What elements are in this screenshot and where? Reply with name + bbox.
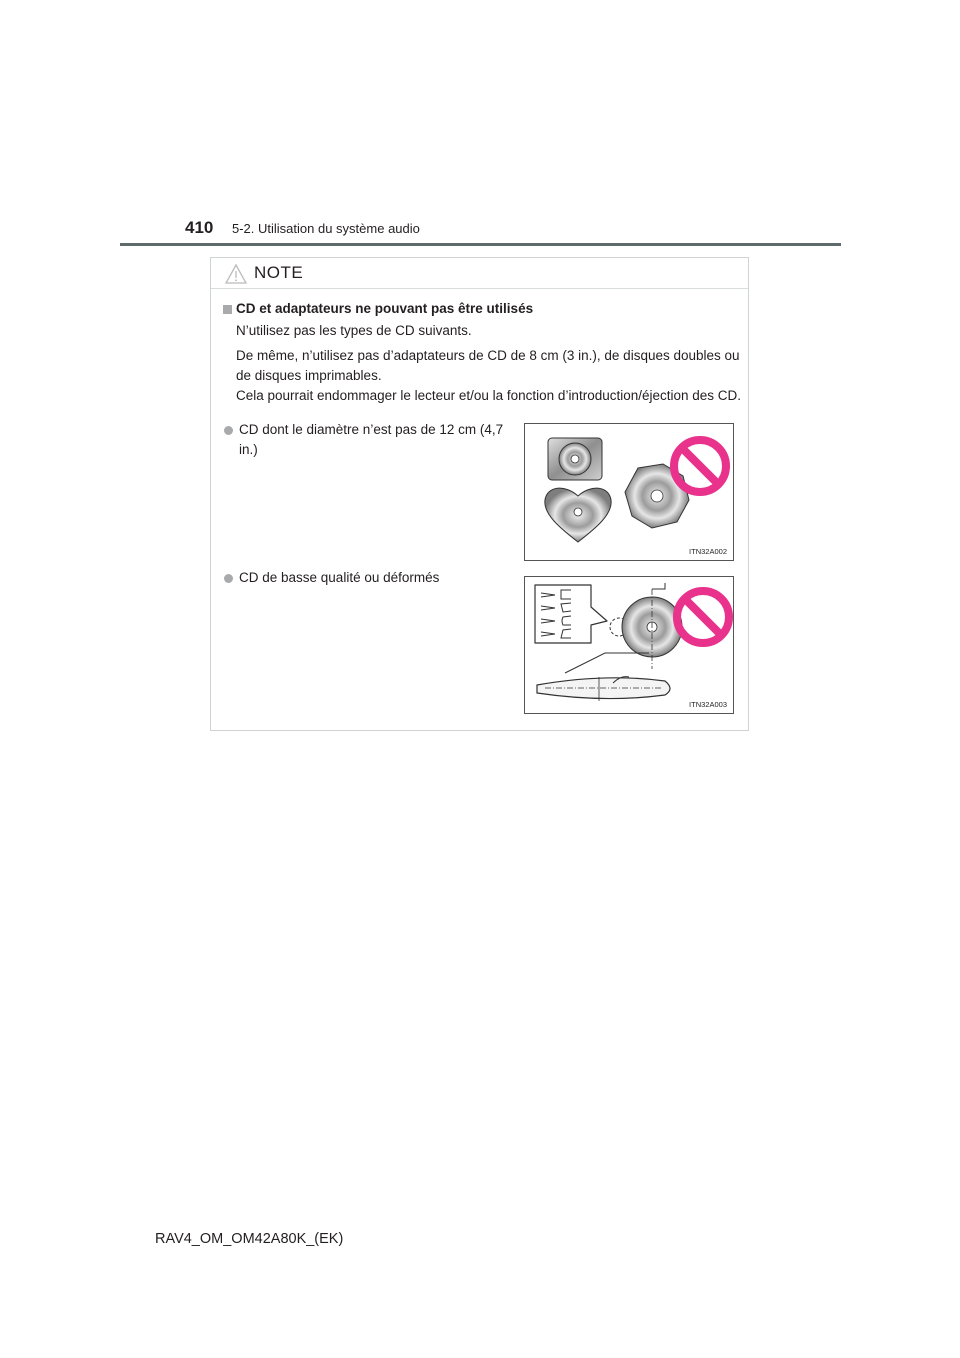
footer-doc-id: RAV4_OM_OM42A80K_(EK) bbox=[155, 1231, 344, 1247]
item-bullet bbox=[224, 574, 233, 583]
note-label: NOTE bbox=[254, 263, 304, 282]
page-number: 410 bbox=[185, 218, 214, 237]
note-paragraph: Cela pourrait endommager le lecteur et/ou la fonction d’introduction/éjection des CD. bbox=[236, 388, 742, 403]
prohibition-icon bbox=[674, 440, 726, 492]
section-title: 5-2. Utilisation du système audio bbox=[232, 221, 420, 236]
figure-non-standard-cd-illustration bbox=[525, 424, 733, 560]
item-text: CD de basse qualité ou déformés bbox=[239, 570, 440, 585]
figure-non-standard-cd bbox=[524, 423, 734, 561]
header-rule bbox=[120, 243, 841, 246]
note-heading: CD et adaptateurs ne pouvant pas être utilisés bbox=[236, 301, 534, 316]
heading-bullet bbox=[223, 305, 232, 314]
note-box bbox=[210, 257, 749, 731]
note-header bbox=[211, 258, 748, 289]
figure-deformed-cd-illustration bbox=[525, 577, 733, 713]
note-paragraph: N’utilisez pas les types de CD suivants. bbox=[236, 323, 472, 338]
figure-code: ITN32A002 bbox=[689, 547, 727, 556]
item-bullet bbox=[224, 426, 233, 435]
prohibition-icon bbox=[677, 591, 729, 643]
figure-deformed-cd bbox=[524, 576, 734, 714]
warning-triangle-icon bbox=[225, 264, 247, 284]
note-paragraph: De même, n’utilisez pas d’adaptateurs de CD de 8 cm (3 in.), de disques doubles ou de disques imprimables. bbox=[236, 348, 740, 383]
figure-code: ITN32A003 bbox=[689, 700, 727, 709]
item-text: CD dont le diamètre n’est pas de 12 cm (4,7 in.) bbox=[239, 422, 504, 457]
